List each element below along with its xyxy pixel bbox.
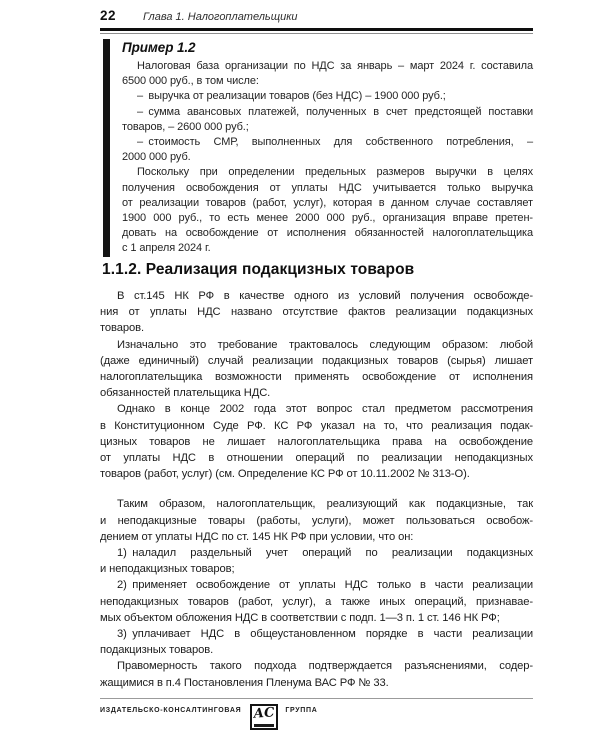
paragraph	[100, 496, 533, 545]
text-line: жащимися в п.4 Постановления Пленума ВАС РФ № 33.	[100, 676, 389, 689]
publisher-logo	[250, 704, 278, 730]
text-line: 3) уплачивает НДС в общеустановленном порядке в части реализации	[117, 628, 533, 641]
publisher-name-left: ИЗДАТЕЛЬСКО-КОНСАЛТИНГОВАЯ	[100, 707, 242, 714]
footer-divider	[100, 698, 533, 699]
header-divider-thin-line	[100, 33, 533, 34]
text-line: довать на освобождение от исполнения обязанностей налогоплательщика	[122, 227, 533, 240]
example-title: Пример 1.2	[122, 40, 196, 55]
text-line: получения освобождения от уплаты НДС учитывается только выручка	[122, 181, 533, 194]
text-line: товаров (работ, услуг) (см. Определение КС РФ от 10.11.2002 № 313-О).	[100, 468, 470, 481]
text-line: 1) наладил раздельный учет операций по реализации подакцизных	[117, 547, 533, 560]
text-line: – стоимость СМР, выполненных для собственного потребления, –	[137, 136, 533, 149]
text-line: Однако в конце 2002 года этот вопрос стал предметом рассмотрения	[117, 403, 533, 416]
paragraph	[122, 105, 533, 135]
chapter-title: Глава 1. Налогоплательщики	[143, 11, 298, 23]
header-divider-thick-line	[100, 28, 533, 31]
paragraph	[122, 89, 533, 104]
publisher-name-right: ГРУППА	[285, 707, 318, 714]
text-line: 6500 000 руб., в том числе:	[122, 75, 259, 88]
text-line: налогоплательщика возможности применять освобождение от исполнения	[100, 371, 533, 384]
paragraph	[100, 626, 533, 658]
page-number: 22	[100, 8, 117, 23]
paragraph	[100, 401, 533, 482]
publisher-logo-monogram: АС	[253, 705, 276, 722]
paragraph	[122, 165, 533, 256]
paragraph	[100, 577, 533, 626]
section-heading: 1.1.2. Реализация подакцизных товаров	[102, 261, 415, 278]
header-divider	[100, 28, 533, 34]
paragraph	[100, 288, 533, 337]
text-line: дением от уплаты НДС по ст. 145 НК РФ при условии, что он:	[100, 530, 414, 543]
text-line: В ст.145 НК РФ в качестве одного из условий получения освобожде-	[117, 290, 533, 302]
text-line: с 1 апреля 2024 г.	[122, 242, 211, 255]
text-line: 2) применяет освобождение от уплаты НДС только в части реализации	[117, 579, 533, 592]
text-line: – выручка от реализации товаров (без НДС) – 1900 000 руб.;	[137, 90, 446, 103]
example-paragraphs	[122, 59, 533, 257]
paragraph	[100, 545, 533, 577]
publisher-logo-caption-strip	[254, 724, 274, 727]
text-line: от уплаты НДС в отношении операций по реализации неподакцизных	[100, 452, 533, 465]
example-accent-bar	[103, 39, 110, 257]
text-line: ния от уплаты НДС названо отсутствие фактов реализации подакцизных	[100, 306, 533, 319]
running-head	[100, 8, 533, 23]
example-content	[110, 39, 533, 257]
paragraph	[122, 59, 533, 89]
text-line: Таким образом, налогоплательщик, реализующий как подакцизные, так	[117, 498, 533, 511]
publisher-footer	[100, 704, 533, 730]
text-line: от реализации товаров (работ, услуг), которая в данном случае составляет	[122, 196, 533, 209]
text-line: в Конституционном Суде РФ. КС РФ указал на то, что реализация подак-	[100, 419, 533, 432]
text-line: и неподакцизных товаров;	[100, 563, 235, 576]
text-line: цизных товаров не лишает налогоплательщика права на освобождение	[100, 435, 533, 448]
text-line: 1900 000 руб., то есть менее 2000 000 руб., организация вправе претен-	[122, 212, 533, 225]
text-line: Поскольку при определении предельных размеров выручки в целях	[137, 166, 533, 179]
text-line: товаров, – 2600 000 руб.;	[122, 120, 249, 133]
text-line: мых объектом обложения НДС в соответствии с подп. 1—3 п. 1 ст. 146 НК РФ;	[100, 611, 500, 624]
text-line: 2000 000 руб.	[122, 151, 191, 164]
paragraph	[122, 135, 533, 165]
section-body	[100, 288, 533, 691]
text-line: Налоговая база организации по НДС за январь – март 2024 г. составила	[137, 60, 533, 72]
paragraph	[100, 337, 533, 402]
text-line: – сумма авансовых платежей, полученных в счет предстоящей поставки	[137, 105, 533, 118]
paragraph	[100, 658, 533, 690]
text-line: и неподакцизные товары (работы, услуги), может пользоваться освобож-	[100, 514, 533, 527]
text-line: Изначально это требование трактовалось следующим образом: любой	[117, 338, 533, 351]
text-line: Правомерность такого подхода подтверждается разъяснениями, содер-	[117, 660, 533, 673]
text-line: подакцизных товаров.	[100, 644, 214, 657]
example-block	[103, 39, 533, 257]
text-line: товаров.	[100, 322, 144, 335]
text-line: неподакцизных товаров (работ, услуг), а также иных операций, признавае-	[100, 595, 533, 608]
text-line: обязанностей плательщика НДС.	[100, 387, 271, 400]
text-line: (даже единичный) случай реализации подакцизных товаров (сырья) лишает	[100, 354, 533, 367]
